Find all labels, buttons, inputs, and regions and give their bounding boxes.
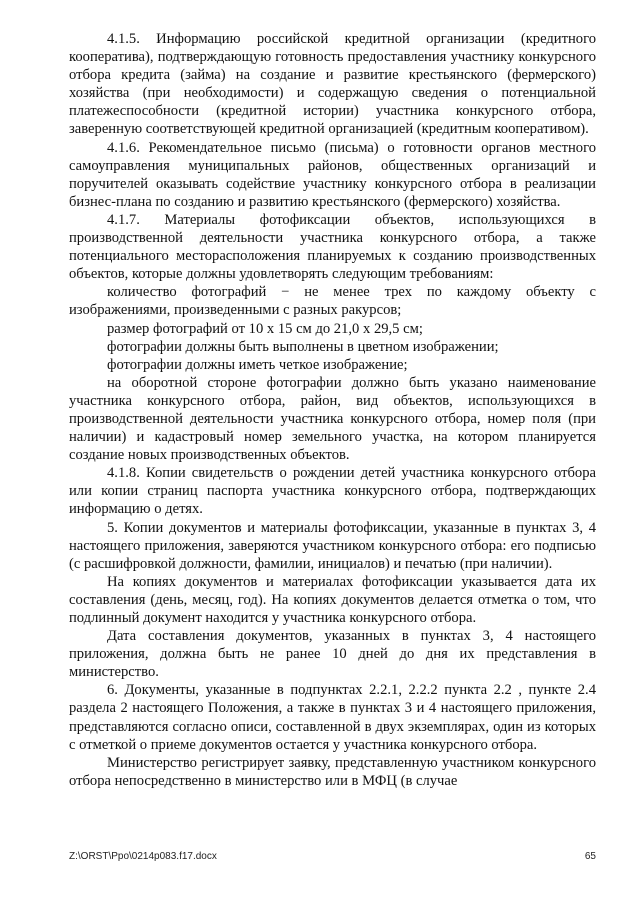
- requirement-photo-color: фотографии должны быть выполнены в цветном изображении;: [107, 338, 499, 355]
- paragraph-ministry-registers: Министерство регистрирует заявку, представленную участником конкурсного отбора непосредственно в министерство или в МФЦ (в случае: [69, 754, 596, 789]
- page-number: 65: [584, 851, 596, 862]
- footer-file-path: Z:\ORST\Ppo\0214p083.f17.docx: [69, 851, 217, 862]
- document-body: [69, 30, 596, 790]
- paragraph-4-1-6: 4.1.6. Рекомендательное письмо (письма) о готовности органов местного самоуправления муниципальных районов, общественных организаций и поручителей оказывать содействие участнику конкурсного отбора в реализации бизнес-плана по созданию и развитию крестьянского (фермерского) хозяйства.: [69, 139, 596, 210]
- paragraph-6: 6. Документы, указанные в подпунктах 2.2.1, 2.2.2 пункта 2.2 , пункте 2.4 раздела 2 настоящего Положения, а также в пунктах 3 и 4 настоящего приложения, представляются согласно описи, составленной в двух экземплярах, один из которых с отметкой о приеме документов остается у участника конкурсного отбора.: [69, 682, 596, 753]
- paragraph-4-1-5: 4.1.5. Информацию российской кредитной организации (кредитного кооператива), подтверждающую готовность предоставления участнику конкурсного отбора кредита (займа) на создание и развитие крестьянского (фермерского) хозяйства (при необходимости) и содержащую сведения о потенциальной платежеспособности (кредитной истории) участника конкурсного отбора, заверенную соответствующей кредитной организацией (кредитным кооперативом).: [69, 31, 596, 138]
- paragraph-4-1-7: 4.1.7. Материалы фотофиксации объектов, использующихся в производственной деятельности участника конкурсного отбора, а также потенциального месторасположения планируемых к созданию производственных объектов, которые должны удовлетворять следующим требованиям:: [69, 211, 596, 283]
- requirement-photo-clarity: фотографии должны иметь четкое изображение;: [107, 356, 408, 373]
- paragraph-5: 5. Копии документов и материалы фотофиксации, указанные в пунктах 3, 4 настоящего приложения, заверяются участником конкурсного отбора: его подписью (с расшифровкой должности, фамилии, инициалов) и печатью (при наличии).: [69, 519, 596, 572]
- paragraph-date-limit: Дата составления документов, указанных в пунктах 3, 4 настоящего приложения, должна быть не ранее 10 дней до дня их представления в министерство.: [69, 628, 596, 681]
- requirement-photo-size: размер фотографий от 10 х 15 см до 21,0 х 29,5 см;: [107, 320, 423, 337]
- paragraph-4-1-8: 4.1.8. Копии свидетельств о рождении детей участника конкурсного отбора или копии страниц паспорта участника конкурсного отбора, подтверждающих информацию о детях.: [69, 465, 596, 518]
- requirement-photo-count: количество фотографий − не менее трех по каждому объекту с изображениями, произведенными с разных ракурсов;: [69, 284, 596, 319]
- requirement-photo-back-side: на оборотной стороне фотографии должно быть указано наименование участника конкурсного отбора, район, вид объектов, использующихся в производственной деятельности участника конкурсного отбора, номер поля (при наличии) и кадастровый номер земельного участка, на котором планируется создание новых производственных объектов.: [69, 374, 596, 464]
- paragraph-copies-date: На копиях документов и материалах фотофиксации указывается дата их составления (день, месяц, год). На копиях документов делается отметка о том, что подлинный документ находится у участника конкурсного отбора.: [69, 573, 596, 626]
